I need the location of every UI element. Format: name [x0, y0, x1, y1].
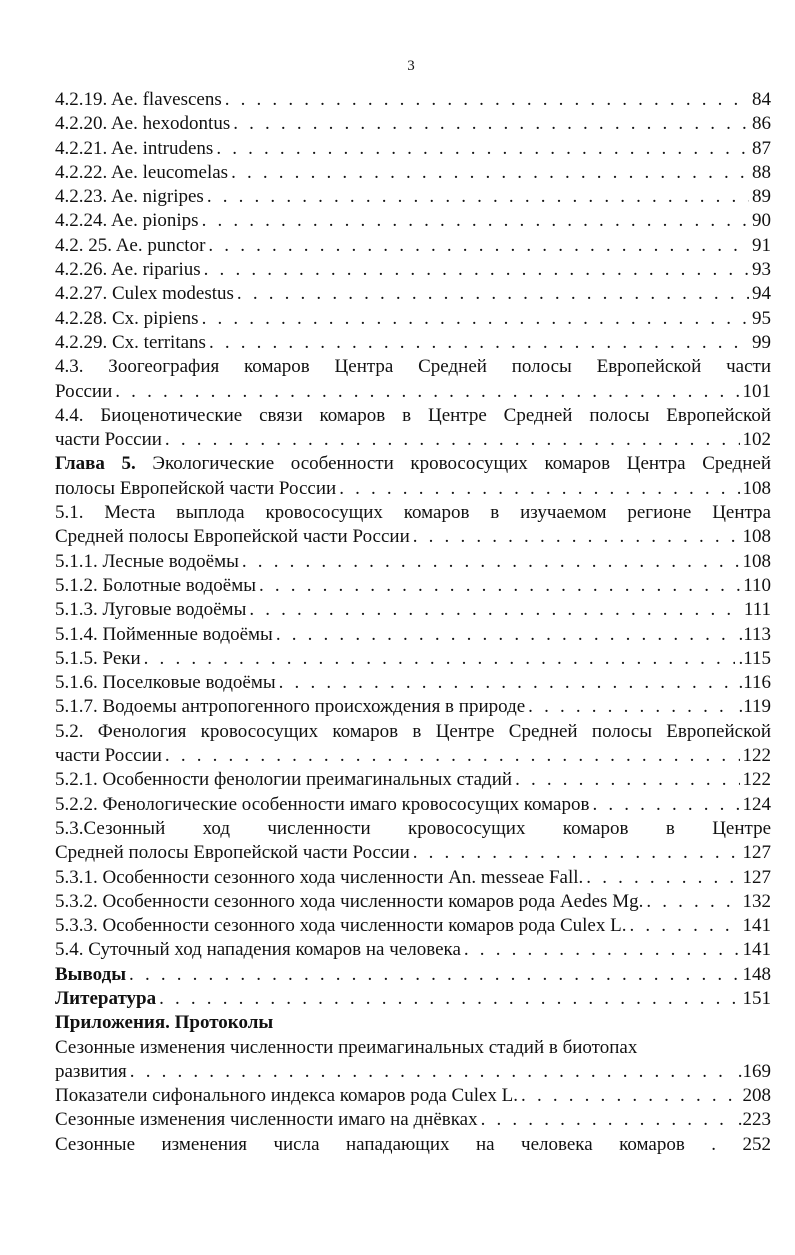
- toc-entry-line: [55, 720, 771, 744]
- dot-leader: [413, 841, 740, 865]
- toc-entry: [55, 258, 771, 282]
- toc-entry-last-line: [55, 623, 771, 647]
- toc-entry-text: Экологические особенности кровососущих комаров Центра Средней: [135, 453, 771, 475]
- toc-entry-title: 5.2.2. Фенологические особенности имаго кровососущих комаров: [55, 793, 590, 815]
- toc-entry-title: 5.1.3. Луговые водоёмы: [55, 599, 247, 621]
- toc-entry-last-line: [55, 112, 771, 136]
- toc-section-heading: Приложения. Протоколы: [55, 1012, 274, 1034]
- toc-entry: [55, 890, 771, 914]
- toc-entry: [55, 404, 771, 453]
- toc-entry-line: [55, 501, 771, 525]
- toc-page-number: .119: [738, 696, 771, 718]
- toc-page-number: 132: [742, 890, 771, 912]
- toc-entry-title: 4.2.24. Ae. pionips: [55, 210, 199, 232]
- toc-entry-last-line: [55, 914, 771, 938]
- toc-entry: [55, 1011, 771, 1035]
- toc-entry-title: 5.4. Суточный ход нападения комаров на человека: [55, 939, 461, 961]
- toc-entry-text: 5.1. Места выплода кровососущих комаров в изучаемом регионе Центра: [55, 502, 771, 524]
- toc-entry-last-line: [55, 258, 771, 282]
- toc-entry: [55, 671, 771, 695]
- toc-entry-last-line: [55, 598, 771, 622]
- toc-entry-title: 4.2.21. Ae. intrudens: [55, 137, 214, 159]
- toc-entry: [55, 720, 771, 769]
- dot-leader: [233, 112, 749, 136]
- dot-leader: [339, 477, 739, 501]
- dot-leader: [629, 914, 739, 938]
- toc-page-number: .116: [738, 672, 771, 694]
- dot-leader: [159, 987, 739, 1011]
- dot-leader: [130, 1060, 735, 1084]
- toc-page-number: 110: [743, 574, 771, 596]
- toc-entry-last-line: [55, 793, 771, 817]
- dot-leader: [144, 647, 736, 671]
- toc-entry-title: части России: [55, 429, 162, 451]
- toc-page-number: .223: [737, 1109, 771, 1131]
- toc-entry: [55, 793, 771, 817]
- toc-entry: [55, 987, 771, 1011]
- toc-entry-last-line: [55, 574, 771, 598]
- toc-page-number: 127: [742, 842, 771, 864]
- dot-leader: [202, 307, 749, 331]
- toc-entry-last-line: [55, 88, 771, 112]
- dot-leader: [209, 331, 749, 355]
- toc-page-number: 111: [743, 599, 771, 621]
- toc-entry-last-line: [55, 1060, 771, 1084]
- toc-page-number: 148: [742, 963, 771, 985]
- toc-entry-last-line: [55, 307, 771, 331]
- toc-entry-title: 5.1.4. Пойменные водоёмы: [55, 623, 273, 645]
- toc-entry-last-line: [55, 1084, 771, 1108]
- toc-page-number: 108: [742, 526, 771, 548]
- table-of-contents: [55, 88, 771, 1157]
- toc-entry-title: Сезонные изменения численности имаго на днёвках: [55, 1109, 478, 1131]
- toc-page-number: 95: [752, 307, 771, 329]
- toc-page-number: 101: [742, 380, 771, 402]
- toc-entry: [55, 574, 771, 598]
- toc-entry-last-line: [55, 866, 771, 890]
- toc-entry: [55, 1133, 771, 1157]
- toc-entry-last-line: [55, 209, 771, 233]
- toc-page-number: 94: [752, 283, 771, 305]
- toc-entry-last-line: [55, 525, 771, 549]
- dot-leader: [521, 1084, 739, 1108]
- toc-entry-last-line: [55, 768, 771, 792]
- toc-entry-last-line: [55, 938, 771, 962]
- toc-page-number: 108: [742, 550, 771, 572]
- dot-leader: [225, 88, 749, 112]
- dot-leader: [646, 890, 739, 914]
- toc-entry-title: 4.2.29. Cx. territans: [55, 331, 206, 353]
- toc-page-number: 84: [752, 89, 771, 110]
- toc-entry-title: Показатели сифонального индекса комаров рода Culex L.: [55, 1085, 519, 1107]
- toc-entry-text: 5.3.Сезонный ход численности кровососущих комаров в Центре: [55, 817, 771, 839]
- toc-page-number: 87: [752, 137, 771, 159]
- toc-entry: [55, 817, 771, 866]
- toc-entry: [55, 1036, 771, 1085]
- toc-page-number: 208: [742, 1085, 771, 1107]
- dot-leader: [207, 185, 749, 209]
- toc-page-number: 91: [752, 234, 771, 256]
- dot-leader: [528, 695, 735, 719]
- toc-entry: [55, 695, 771, 719]
- toc-entry: [55, 914, 771, 938]
- toc-entry: [55, 550, 771, 574]
- toc-chapter-label: Выводы: [55, 963, 127, 985]
- toc-entry-last-line: [55, 695, 771, 719]
- dot-leader: [216, 137, 749, 161]
- dot-leader: [592, 793, 739, 817]
- toc-entry-last-line: [55, 331, 771, 355]
- toc-page-number: 88: [752, 161, 771, 183]
- toc-entry: [55, 112, 771, 136]
- toc-page-number: 122: [742, 745, 771, 767]
- toc-entry: [55, 768, 771, 792]
- toc-entry-line: [55, 452, 771, 476]
- toc-entry-title: 4.2.22. Ae. leucomelas: [55, 161, 229, 183]
- dot-leader: [586, 866, 739, 890]
- toc-entry-title: 4.2.26. Ae. riparius: [55, 259, 201, 281]
- toc-page-number: 141: [742, 915, 771, 937]
- toc-entry: [55, 501, 771, 550]
- toc-page-number: 99: [752, 331, 771, 353]
- toc-entry-last-line: [55, 963, 771, 987]
- toc-entry-last-line: [55, 477, 771, 501]
- toc-entry-title: 5.2.1. Особенности фенологии преимагинальных стадий: [55, 769, 513, 791]
- toc-page-number: 93: [752, 259, 771, 281]
- toc-page-number: .115: [738, 647, 771, 669]
- dot-leader: [165, 428, 740, 452]
- dot-leader: [115, 380, 739, 404]
- toc-entry: [55, 866, 771, 890]
- toc-entry: [55, 234, 771, 258]
- toc-entry-line: [55, 404, 771, 428]
- toc-entry-last-line: [55, 428, 771, 452]
- toc-entry-last-line: [55, 890, 771, 914]
- toc-entry-line: [55, 817, 771, 841]
- toc-entry: [55, 137, 771, 161]
- toc-entry-title: Средней полосы Европейской части России: [55, 526, 410, 548]
- toc-entry-title: 4.2.23. Ae. nigripes: [55, 186, 204, 208]
- toc-page-number: 151: [742, 987, 771, 1009]
- toc-entry: [55, 938, 771, 962]
- toc-entry-title: 5.1.2. Болотные водоёмы: [55, 574, 256, 596]
- toc-entry-last-line: [55, 1108, 771, 1132]
- toc-entry: [55, 452, 771, 501]
- dot-leader: [279, 671, 736, 695]
- dot-leader: [237, 282, 749, 306]
- toc-entry: [55, 307, 771, 331]
- dot-leader: [413, 525, 740, 549]
- toc-page-number: 108: [742, 477, 771, 499]
- toc-entry-title: части России: [55, 745, 162, 767]
- toc-entry-last-line: [55, 161, 771, 185]
- toc-entry-last-line: [55, 744, 771, 768]
- toc-entry: [55, 209, 771, 233]
- toc-entry-title: 5.3.3. Особенности сезонного хода численности комаров рода Culex L.: [55, 915, 627, 937]
- toc-entry: [55, 647, 771, 671]
- dot-leader: [231, 161, 749, 185]
- toc-entry-title: 5.1.7. Водоемы антропогенного происхождения в природе: [55, 696, 526, 718]
- dot-leader: [249, 598, 741, 622]
- toc-entry-last-line: [55, 282, 771, 306]
- toc-page-number: 141: [742, 939, 771, 961]
- toc-entry-title: 5.1.6. Поселковые водоёмы: [55, 672, 276, 694]
- toc-entry: [55, 185, 771, 209]
- toc-entry: [55, 1108, 771, 1132]
- toc-page-number: 102: [742, 429, 771, 451]
- toc-entry: [55, 1084, 771, 1108]
- toc-page-number: 124: [742, 793, 771, 815]
- toc-page-number: 86: [752, 113, 771, 135]
- toc-entry-title: развития: [55, 1060, 127, 1082]
- toc-entry-text: 4.3. Зоогеография комаров Центра Средней полосы Европейской части: [55, 356, 771, 378]
- toc-entry: [55, 282, 771, 306]
- toc-entry-text: Сезонные изменения числа нападающих на человека комаров . 252: [55, 1133, 771, 1155]
- toc-entry-last-line: [55, 841, 771, 865]
- toc-entry-title: 4.2.20. Ae. hexodontus: [55, 113, 231, 135]
- dot-leader: [259, 574, 740, 598]
- dot-leader: [276, 623, 736, 647]
- toc-entry: [55, 623, 771, 647]
- toc-entry-last-line: [55, 137, 771, 161]
- dot-leader: [165, 744, 740, 768]
- dot-leader: [481, 1108, 735, 1132]
- dot-leader: [515, 768, 739, 792]
- toc-entry-title: 4.2.19. Ae. flavescens: [55, 89, 222, 110]
- toc-entry-title: 5.1.5. Реки: [55, 647, 141, 669]
- toc-entry-title: полосы Европейской части России: [55, 477, 337, 499]
- toc-entry-line: [55, 1036, 771, 1060]
- toc-entry: [55, 161, 771, 185]
- toc-entry: [55, 355, 771, 404]
- toc-entry-title: 5.3.2. Особенности сезонного хода численности комаров рода Aedes Mg.: [55, 890, 644, 912]
- toc-entry-line: [55, 1133, 771, 1157]
- toc-entry: [55, 331, 771, 355]
- toc-entry-last-line: [55, 185, 771, 209]
- dot-leader: [202, 209, 749, 233]
- toc-entry-title: 5.1.1. Лесные водоёмы: [55, 550, 239, 572]
- toc-entry-title: России: [55, 380, 113, 402]
- toc-entry: [55, 963, 771, 987]
- toc-chapter-label: Глава 5.: [55, 453, 136, 475]
- toc-entry-text: Сезонные изменения численности преимагинальных стадий в биотопах: [55, 1036, 638, 1058]
- toc-entry-title: 5.3.1. Особенности сезонного хода численности An. messeae Fall.: [55, 866, 584, 888]
- toc-entry-last-line: [55, 550, 771, 574]
- dot-leader: [208, 234, 749, 258]
- toc-entry-last-line: [55, 671, 771, 695]
- toc-entry-title: Средней полосы Европейской части России: [55, 842, 410, 864]
- toc-entry-last-line: [55, 380, 771, 404]
- toc-entry-text: 4.4. Биоценотические связи комаров в Центре Средней полосы Европейской: [55, 404, 771, 426]
- toc-entry-text: 5.2. Фенология кровососущих комаров в Центре Средней полосы Европейской: [55, 720, 771, 742]
- toc-entry-last-line: [55, 234, 771, 258]
- toc-entry: [55, 598, 771, 622]
- toc-page-number: .113: [738, 623, 771, 645]
- dot-leader: [204, 258, 749, 282]
- toc-page-number: 90: [752, 210, 771, 232]
- toc-page-number: 122: [742, 769, 771, 791]
- dot-leader: [242, 550, 740, 574]
- toc-entry-title: 4.2.27. Culex modestus: [55, 283, 234, 305]
- toc-entry-last-line: [55, 647, 771, 671]
- toc-entry: [55, 88, 771, 112]
- toc-entry-title: 4.2. 25. Ae. punctor: [55, 234, 206, 256]
- toc-entry-line: [55, 355, 771, 379]
- page-number: 3: [407, 58, 415, 74]
- dot-leader: [464, 938, 740, 962]
- dot-leader: [129, 963, 739, 987]
- toc-page-number: 89: [752, 186, 771, 208]
- toc-page-number: 127: [742, 866, 771, 888]
- toc-page-number: .169: [737, 1060, 771, 1082]
- toc-chapter-label: Литература: [55, 987, 157, 1009]
- toc-entry-last-line: [55, 987, 771, 1011]
- toc-entry-title: 4.2.28. Cx. pipiens: [55, 307, 199, 329]
